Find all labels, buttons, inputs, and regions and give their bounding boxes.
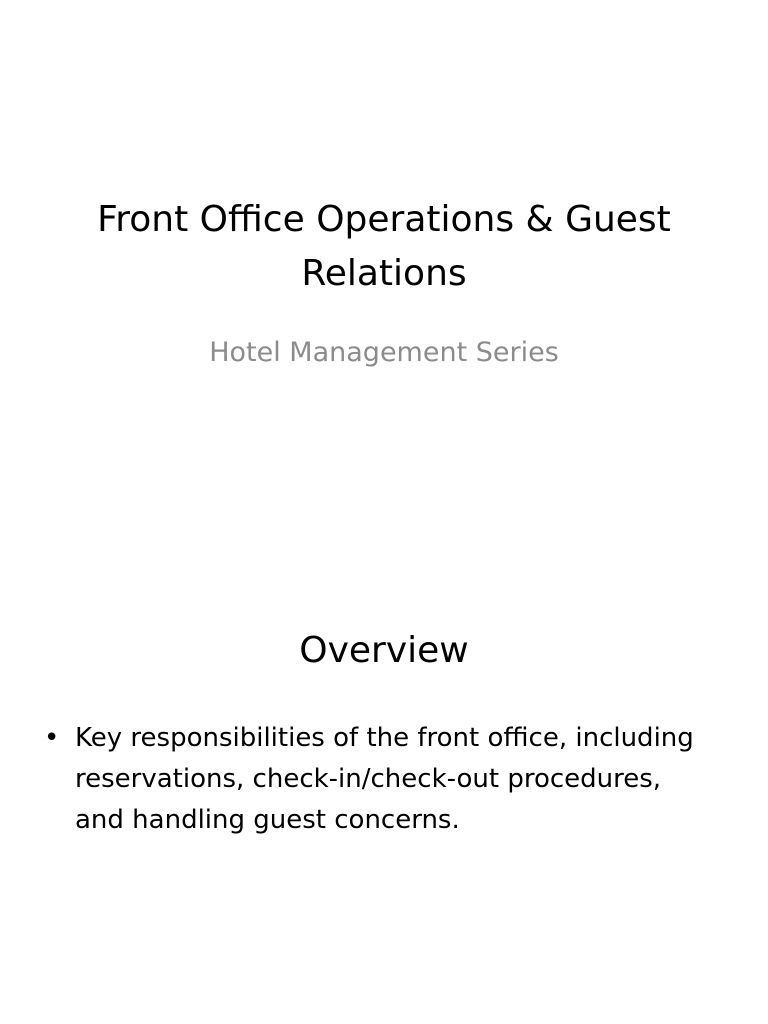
- slide-subtitle: Hotel Management Series: [209, 337, 559, 368]
- slide-title: Front Office Operations & Guest Relations: [97, 199, 671, 294]
- bullet-item: [40, 718, 700, 841]
- bullet-text: Key responsibilities of the front office, including reservations, check-in/check-out procedures, and handling guest concerns.: [75, 723, 694, 835]
- overview-title: Overview: [299, 630, 469, 671]
- bullet-icon: •: [44, 723, 60, 753]
- overview-slide: [0, 512, 768, 1024]
- bullet-list: [40, 718, 700, 841]
